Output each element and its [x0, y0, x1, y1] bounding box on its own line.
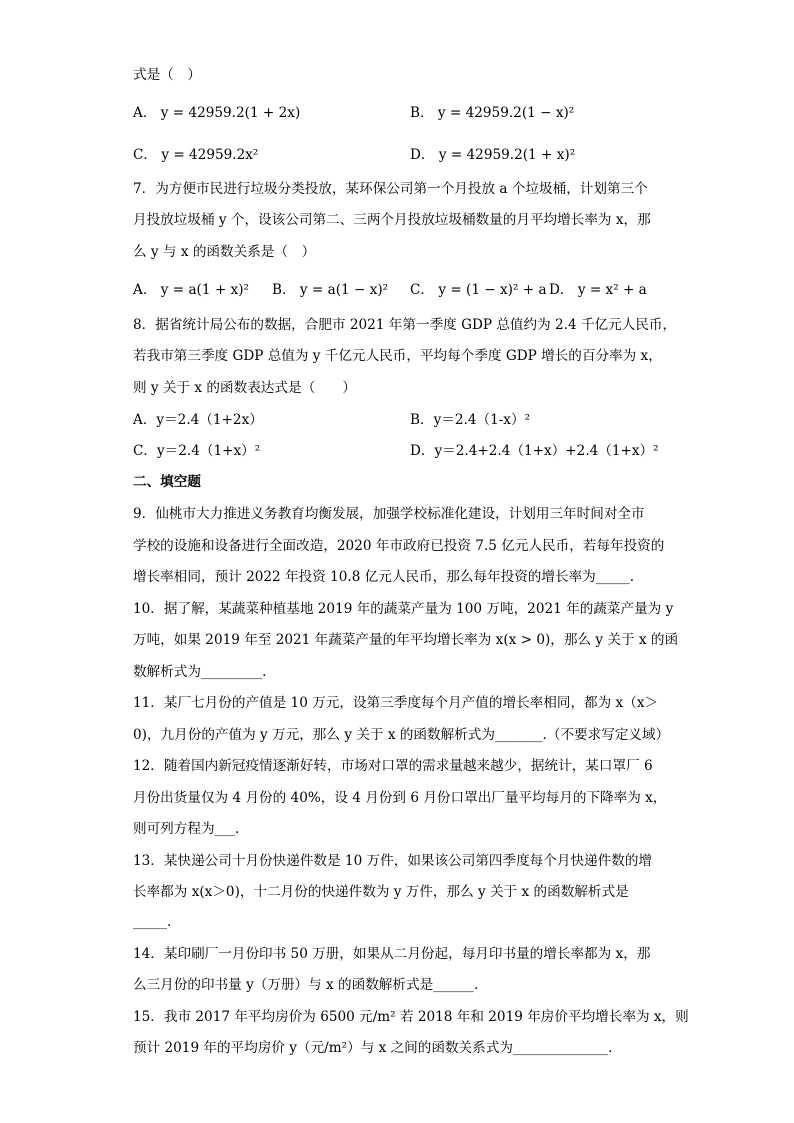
q14-line-1: 14．某印刷厂一月份印书 50 万册，如果从二月份起，每月印书量的增长率都为 x，那 [133, 946, 651, 962]
q6-option-a: A． y = 42959.2(1 + 2x) [133, 105, 301, 121]
q7-option-b: B． y = a(1 − x)² [272, 282, 389, 298]
q6-option-d: D． y = 42959.2(1 + x)² [410, 147, 576, 163]
q10-line-3: 数解析式为_________. [133, 664, 267, 680]
q7-line-3: 么 y 与 x 的函数关系是（ ） [133, 244, 316, 260]
q8-option-b: B．y＝2.4（1-x）² [410, 412, 531, 428]
q15-line-1: 15．我市 2017 年平均房价为 6500 元/m² 若 2018 年和 2019 年房价平均增长率为 x，则 [133, 1009, 689, 1025]
q13-line-2: 长率都为 x(x＞0)，十二月份的快递件数为 y 万件，那么 y 关于 x 的函数解析式是 [133, 884, 629, 900]
q8-line-2: 若我市第三季度 GDP 总值为 y 千亿元人民币，平均每个季度 GDP 增长的百分率为 x， [133, 348, 662, 364]
q11-line-2: 0)，九月份的产值为 y 万元，那么 y 关于 x 的函数解析式为_______.（不要求写定义域） [133, 727, 670, 743]
q10-line-1: 10．据了解，某蔬菜种植基地 2019 年的蔬菜产量为 100 万吨，2021 年的蔬菜产量为 y [133, 601, 674, 617]
q8-option-c: C．y＝2.4（1+x）² [133, 443, 261, 459]
q7-option-a: A． y = a(1 + x)² [133, 282, 249, 298]
q14-line-2: 么三月份的印书量 y（万册）与 x 的函数解析式是______. [133, 977, 479, 993]
q6-option-c: C． y = 42959.2x² [133, 147, 259, 163]
q8-line-3: 则 y 关于 x 的函数表达式是（ ） [133, 380, 356, 396]
q12-line-2: 月份出货量仅为 4 月份的 40%，设 4 月份到 6 月份口罩出厂量平均每月的下降率为 x， [133, 790, 667, 806]
section-heading-fill-in: 二、填空题 [133, 474, 201, 490]
q7-option-c: C． y = (1 − x)² + a [410, 282, 547, 298]
q7-line-2: 月投放垃圾桶 y 个，设该公司第二、三两个月投放垃圾桶数量的月平均增长率为 x，那 [133, 212, 651, 228]
q8-option-d: D．y＝2.4+2.4（1+x）+2.4（1+x）² [410, 443, 659, 459]
q7-line-1: 7．为方便市民进行垃圾分类投放，某环保公司第一个月投放 a 个垃圾桶，计划第三个 [133, 181, 648, 197]
q13-line-3: _____. [133, 914, 172, 930]
q9-line-1: 9．仙桃市大力推进义务教育均衡发展，加强学校标准化建设，计划用三年时间对全市 [133, 506, 645, 522]
q15-line-2: 预计 2019 年的平均房价 y（元/m²）与 x 之间的函数关系式为______________. [133, 1040, 613, 1056]
q12-line-1: 12．随着国内新冠疫情逐渐好转，市场对口罩的需求量越来越少，据统计，某口罩厂 6 [133, 758, 653, 774]
q9-line-2: 学校的设施和设备进行全面改造，2020 年市政府已投资 7.5 亿元人民币，若每年投资的 [133, 538, 665, 554]
q8-line-1: 8．据省统计局公布的数据，合肥市 2021 年第一季度 GDP 总值约为 2.4 千亿元人民币， [133, 317, 677, 333]
q12-line-3: 则可列方程为___. [133, 821, 240, 837]
q10-line-2: 万吨，如果 2019 年至 2021 年蔬菜产量的年平均增长率为 x(x > 0)，那么 y 关于 x 的函 [133, 632, 679, 648]
q7-option-d: D． y = x² + a [549, 282, 647, 298]
q9-line-3: 增长率相同，预计 2022 年投资 10.8 亿元人民币，那么每年投资的增长率为_____. [133, 569, 635, 585]
q8-option-a: A．y＝2.4（1+2x） [133, 412, 263, 428]
q13-line-1: 13．某快递公司十月份快递件数是 10 万件，如果该公司第四季度每个月快递件数的增 [133, 853, 653, 869]
q6-option-b: B． y = 42959.2(1 − x)² [410, 105, 575, 121]
q6-stem-tail: 式是（ ） [133, 67, 201, 83]
q11-line-1: 11．某厂七月份的产值是 10 万元，设第三季度每个月产值的增长率相同，都为 x（x＞ [133, 695, 659, 711]
